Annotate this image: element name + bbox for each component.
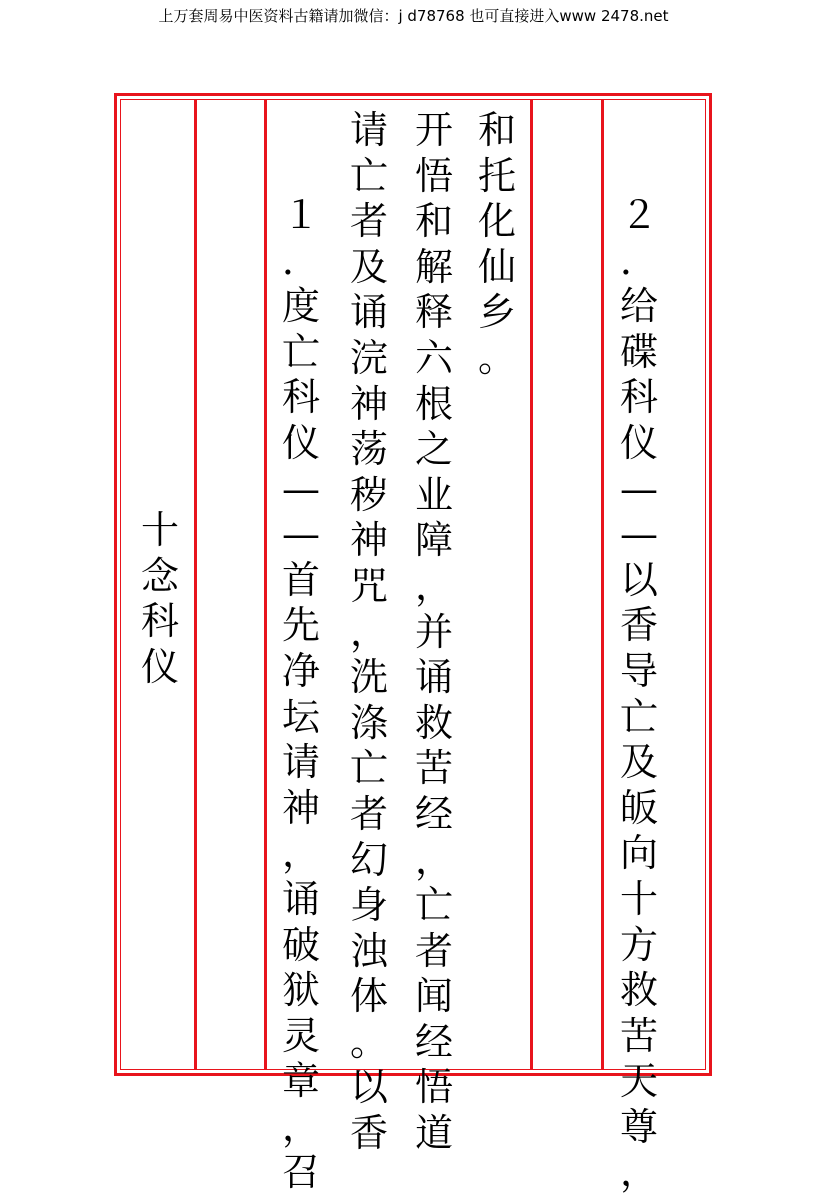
glyph: 方 [619, 922, 658, 967]
glyph: 诵 [414, 655, 453, 700]
glyph: 十 [140, 508, 179, 552]
glyph: ， [414, 563, 453, 608]
glyph: 请 [349, 108, 388, 152]
glyph: 及 [349, 244, 388, 289]
column-rule [530, 99, 533, 1070]
glyph: 浣 [349, 335, 388, 380]
glyph: １ [281, 193, 320, 237]
glyph: 向 [619, 831, 658, 876]
column-rule [601, 99, 604, 1070]
glyph: 导 [619, 648, 658, 693]
text-column-7 [130, 508, 190, 690]
glyph: 仪 [140, 644, 179, 689]
glyph: 亡 [281, 329, 320, 374]
glyph: 灵 [281, 1013, 320, 1058]
glyph: 释 [414, 290, 453, 335]
glyph: 身 [349, 883, 388, 928]
glyph: 香 [349, 1111, 388, 1156]
glyph: 悟 [414, 153, 453, 198]
glyph: 六 [414, 335, 453, 380]
glyph: 者 [349, 791, 388, 836]
glyph: 以 [619, 557, 658, 602]
glyph: 救 [619, 968, 658, 1013]
glyph: 亡 [414, 883, 453, 928]
column-rule [264, 99, 267, 1070]
glyph: 障 [414, 518, 453, 563]
glyph: 者 [349, 199, 388, 244]
glyph: 请 [281, 740, 320, 785]
text-column-1 [609, 193, 669, 1196]
glyph: 涤 [349, 700, 388, 745]
glyph: 亡 [349, 746, 388, 791]
glyph: 根 [414, 381, 453, 426]
glyph: 尊 [619, 1104, 658, 1149]
glyph: 和 [414, 199, 453, 244]
glyph: 念 [140, 553, 179, 598]
glyph: ２ [619, 193, 658, 237]
glyph: 幻 [349, 837, 388, 882]
glyph: ， [281, 1104, 320, 1149]
glyph: 香 [619, 603, 658, 648]
glyph: 天 [619, 1059, 658, 1104]
glyph: 科 [281, 375, 320, 420]
text-column-2 [467, 108, 527, 382]
glyph: 并 [414, 609, 453, 654]
glyph: 道 [414, 1111, 453, 1156]
glyph: ， [414, 837, 453, 882]
glyph: 召 [281, 1150, 320, 1195]
glyph: — [620, 512, 658, 557]
glyph: 苦 [414, 746, 453, 791]
glyph: 碟 [619, 329, 658, 374]
glyph: 坛 [281, 694, 320, 739]
glyph: 先 [281, 603, 320, 648]
glyph: 业 [414, 472, 453, 517]
glyph: 亡 [619, 694, 658, 739]
glyph: 亡 [349, 153, 388, 198]
glyph: 仪 [619, 420, 658, 465]
glyph: 科 [619, 375, 658, 420]
glyph: 诵 [349, 290, 388, 335]
glyph: 乡 [477, 290, 516, 335]
glyph: 洗 [349, 655, 388, 700]
glyph: 咒 [349, 563, 388, 608]
glyph: 神 [349, 381, 388, 426]
glyph: 和 [477, 108, 516, 152]
glyph: 章 [281, 1059, 320, 1104]
glyph: 以 [349, 1065, 388, 1110]
glyph: 经 [414, 791, 453, 836]
glyph: 仪 [281, 420, 320, 465]
glyph: 十 [619, 876, 658, 921]
glyph: 化 [477, 199, 516, 244]
glyph: 仙 [477, 244, 516, 289]
glyph: 开 [414, 108, 453, 152]
glyph: 首 [281, 557, 320, 602]
glyph: ， [619, 1150, 658, 1195]
column-rule [194, 99, 197, 1070]
glyph: 诵 [281, 876, 320, 921]
glyph: 体 [349, 974, 388, 1019]
glyph: 经 [414, 1019, 453, 1064]
glyph: 破 [281, 922, 320, 967]
glyph: ． [281, 238, 320, 283]
page-header: 上万套周易中医资料古籍请加微信：j d78768 也可直接进入www 2478.net [158, 7, 669, 25]
glyph: 净 [281, 648, 320, 693]
glyph: — [282, 466, 320, 511]
glyph: 秽 [349, 472, 388, 517]
glyph: 。 [477, 335, 516, 380]
glyph: 悟 [414, 1065, 453, 1110]
glyph: 神 [281, 785, 320, 830]
glyph: 及 [619, 740, 658, 785]
glyph: 救 [414, 700, 453, 745]
glyph: 荡 [349, 427, 388, 472]
glyph: — [620, 466, 658, 511]
glyph: 浊 [349, 928, 388, 973]
glyph: 狱 [281, 968, 320, 1013]
glyph: 解 [414, 244, 453, 289]
text-column-4 [339, 108, 399, 1157]
glyph: 神 [349, 518, 388, 563]
glyph: ， [349, 609, 388, 654]
glyph: 给 [619, 284, 658, 329]
glyph: ， [281, 831, 320, 876]
glyph: 皈 [619, 785, 658, 830]
glyph: 苦 [619, 1013, 658, 1058]
glyph: 闻 [414, 974, 453, 1019]
glyph: 。 [349, 1019, 388, 1064]
glyph: 之 [414, 427, 453, 472]
text-column-5 [271, 193, 331, 1196]
text-column-3 [404, 108, 464, 1157]
glyph: ． [619, 238, 658, 283]
glyph: 科 [140, 599, 179, 644]
glyph: 托 [477, 153, 516, 198]
glyph: 度 [281, 284, 320, 329]
glyph: 者 [414, 928, 453, 973]
glyph: — [282, 512, 320, 557]
